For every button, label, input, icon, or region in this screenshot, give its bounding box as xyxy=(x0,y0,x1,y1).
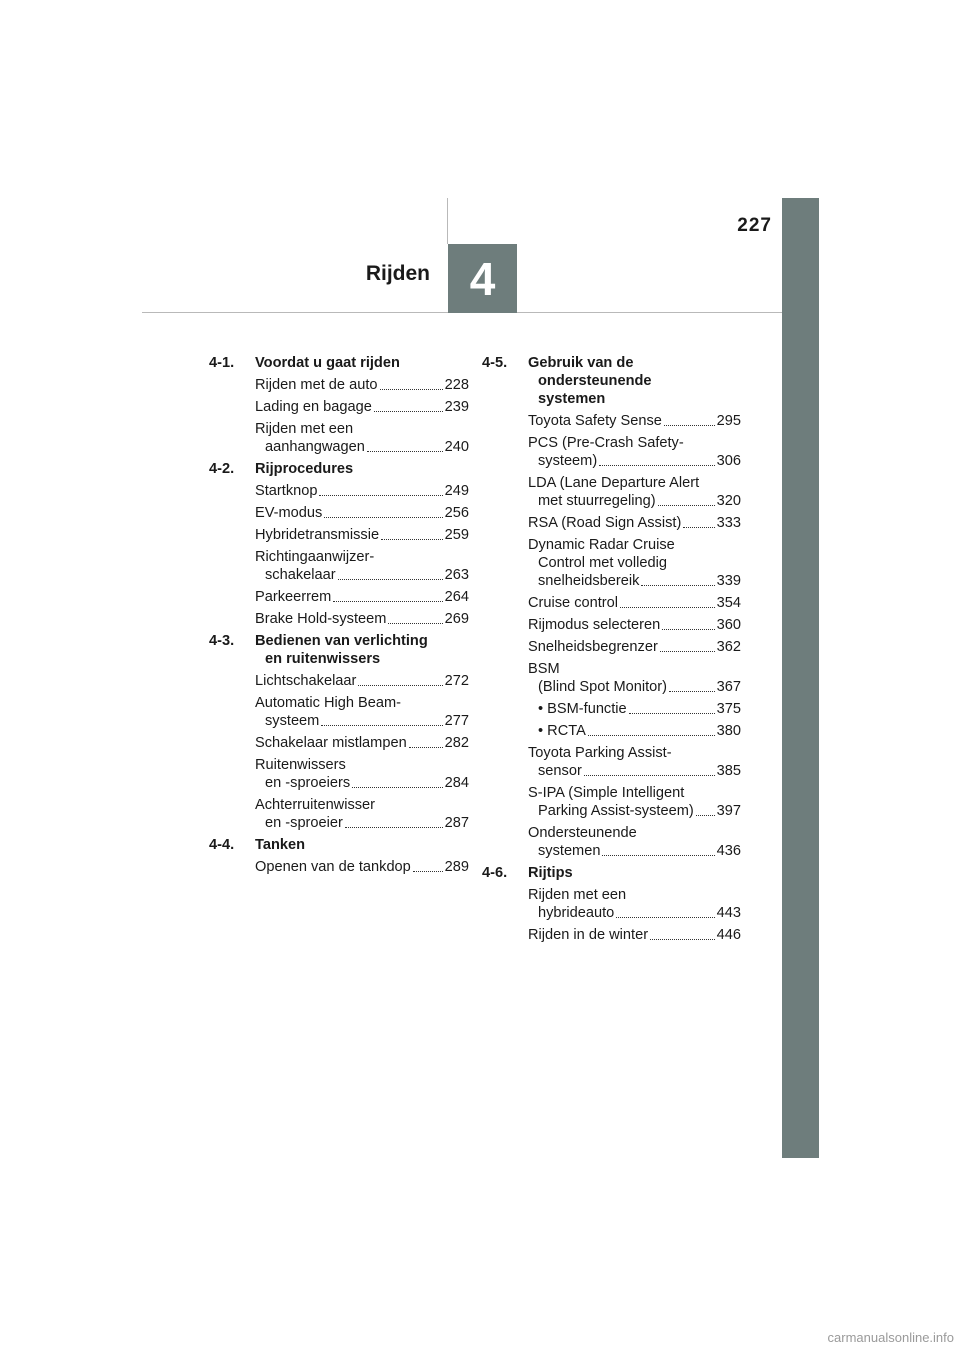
toc-entry[interactable] xyxy=(255,398,469,416)
entry-title-line: Achterruitenwisser xyxy=(255,797,376,813)
toc-entry[interactable] xyxy=(255,694,469,730)
toc-entry[interactable] xyxy=(528,514,741,532)
entry-last-line xyxy=(528,762,741,780)
entry-page-number: 264 xyxy=(444,589,469,605)
entry-title-line: Rijmodus selecteren xyxy=(528,617,661,633)
toc-entry[interactable] xyxy=(528,412,741,430)
toc-entry[interactable] xyxy=(528,824,741,860)
entry-last-line xyxy=(528,616,741,634)
section-heading xyxy=(209,354,469,372)
entry-last-line xyxy=(528,594,741,612)
toc-entry[interactable] xyxy=(528,784,741,820)
entry-title-line: Rijden met de auto xyxy=(255,377,378,393)
toc-entry[interactable] xyxy=(255,482,469,500)
toc-entry[interactable] xyxy=(528,700,741,718)
leader-dots xyxy=(669,691,715,692)
leader-dots xyxy=(620,607,715,608)
entry-page-number: 375 xyxy=(716,701,741,717)
section-title xyxy=(255,354,469,372)
section-title-line: Rijtips xyxy=(528,865,573,881)
toc-entry[interactable] xyxy=(528,744,741,780)
section-title xyxy=(255,632,469,668)
entry-last-line xyxy=(255,774,469,792)
toc-entry[interactable] xyxy=(255,734,469,752)
leader-dots xyxy=(664,425,715,426)
entry-title-line: Control met volledig xyxy=(538,555,667,571)
entry-page-number: 333 xyxy=(716,515,741,531)
entry-title-line: Rijden in de winter xyxy=(528,927,649,943)
entry-page-number: 446 xyxy=(716,927,741,943)
toc-entry[interactable] xyxy=(255,756,469,792)
entry-title-line: Dynamic Radar Cruise xyxy=(528,537,675,553)
entry-title-line: Richtingaanwijzer- xyxy=(255,549,375,565)
toc-entry[interactable] xyxy=(528,660,741,696)
leader-dots xyxy=(321,725,442,726)
leader-dots xyxy=(629,713,715,714)
header-vertical-rule xyxy=(447,198,448,244)
toc-entry[interactable] xyxy=(528,886,741,922)
entry-page-number: 272 xyxy=(444,673,469,689)
entry-last-line xyxy=(255,504,469,522)
leader-dots xyxy=(319,495,442,496)
section-heading xyxy=(209,632,469,668)
entry-last-line xyxy=(528,492,741,510)
leader-dots xyxy=(650,939,715,940)
toc-entry[interactable] xyxy=(255,420,469,456)
section-heading xyxy=(209,460,469,478)
section-number: 4-1. xyxy=(209,355,235,371)
toc-entry[interactable] xyxy=(255,610,469,628)
toc-entry[interactable] xyxy=(528,434,741,470)
toc-entry[interactable] xyxy=(255,376,469,394)
section-number: 4-4. xyxy=(209,837,235,853)
entry-title-line: schakelaar xyxy=(265,567,336,583)
entry-title-line: met stuurregeling) xyxy=(538,493,656,509)
section-title xyxy=(255,836,469,854)
toc-section xyxy=(209,460,469,628)
chapter-number-box xyxy=(448,244,517,313)
entry-page-number: 289 xyxy=(444,859,469,875)
entry-page-number: 287 xyxy=(444,815,469,831)
leader-dots xyxy=(662,629,714,630)
section-title-line: systemen xyxy=(538,391,606,407)
entry-title-line: Startknop xyxy=(255,483,318,499)
entry-last-line xyxy=(255,376,469,394)
page-number: 227 xyxy=(737,215,772,236)
entry-last-line xyxy=(528,412,741,430)
leader-dots xyxy=(602,855,714,856)
toc-entry[interactable] xyxy=(528,926,741,944)
entry-last-line xyxy=(255,610,469,628)
entry-page-number: 360 xyxy=(716,617,741,633)
toc-column-right xyxy=(482,354,741,948)
leader-dots xyxy=(345,827,443,828)
section-number: 4-5. xyxy=(482,355,508,371)
leader-dots xyxy=(641,585,714,586)
entry-title-line: (Blind Spot Monitor) xyxy=(538,679,667,695)
toc-entry[interactable] xyxy=(255,504,469,522)
entry-last-line xyxy=(255,814,469,832)
entry-title-line: en -sproeiers xyxy=(265,775,351,791)
leader-dots xyxy=(367,451,443,452)
entry-page-number: 362 xyxy=(716,639,741,655)
entry-last-line xyxy=(255,712,469,730)
entry-title-line: Cruise control xyxy=(528,595,619,611)
entry-last-line xyxy=(255,858,469,876)
section-heading xyxy=(209,836,469,854)
entry-page-number: 282 xyxy=(444,735,469,751)
entry-title-line: hybrideauto xyxy=(538,905,615,921)
entry-title-line: Lichtschakelaar xyxy=(255,673,357,689)
leader-dots xyxy=(338,579,443,580)
entry-title-line: Parking Assist-systeem) xyxy=(538,803,694,819)
entry-title-line: Parkeerrem xyxy=(255,589,332,605)
entry-page-number: 320 xyxy=(716,493,741,509)
section-heading xyxy=(482,354,741,408)
entry-page-number: 367 xyxy=(716,679,741,695)
entry-last-line xyxy=(255,672,469,690)
leader-dots xyxy=(658,505,715,506)
section-number: 4-6. xyxy=(482,865,508,881)
entry-page-number: 354 xyxy=(716,595,741,611)
toc-entry[interactable] xyxy=(528,536,741,590)
entry-last-line xyxy=(528,904,741,922)
section-heading xyxy=(482,864,741,882)
leader-dots xyxy=(599,465,714,466)
entry-page-number: 228 xyxy=(444,377,469,393)
entry-last-line xyxy=(255,566,469,584)
toc-entry[interactable] xyxy=(255,858,469,876)
toc-section xyxy=(482,354,741,860)
entry-title-line: PCS (Pre-Crash Safety- xyxy=(528,435,684,451)
toc-column-left xyxy=(209,354,469,880)
section-title xyxy=(528,354,741,408)
entry-last-line xyxy=(255,526,469,544)
entry-page-number: 295 xyxy=(716,413,741,429)
entry-last-line xyxy=(528,572,741,590)
entry-title-line: Rijden met een xyxy=(255,421,354,437)
section-title-line: en ruitenwissers xyxy=(265,651,381,667)
section-title-line: Gebruik van de xyxy=(528,355,634,371)
toc-section xyxy=(209,836,469,876)
leader-dots xyxy=(588,735,715,736)
leader-dots xyxy=(352,787,442,788)
section-title-line: ondersteunende xyxy=(538,373,652,389)
entry-title-line: Rijden met een xyxy=(528,887,627,903)
entry-last-line xyxy=(255,734,469,752)
entry-page-number: 443 xyxy=(716,905,741,921)
entry-title-line: EV-modus xyxy=(255,505,323,521)
section-title-line: Voordat u gaat rijden xyxy=(255,355,400,371)
entry-title-line: • BSM-functie xyxy=(538,701,627,717)
toc-entry[interactable] xyxy=(255,672,469,690)
entry-title-line: Schakelaar mistlampen xyxy=(255,735,407,751)
entry-page-number: 436 xyxy=(716,843,741,859)
entry-last-line xyxy=(528,722,741,740)
entry-page-number: 240 xyxy=(444,439,469,455)
entry-title-line: Openen van de tankdop xyxy=(255,859,411,875)
toc-entry[interactable] xyxy=(528,616,741,634)
footer-watermark: carmanualsonline.info xyxy=(827,1330,954,1345)
entry-last-line xyxy=(528,638,741,656)
leader-dots xyxy=(374,411,443,412)
toc-entry[interactable] xyxy=(528,638,741,656)
entry-title-line: snelheidsbereik xyxy=(538,573,640,589)
leader-dots xyxy=(324,517,442,518)
leader-dots xyxy=(333,601,442,602)
leader-dots xyxy=(413,871,443,872)
entry-last-line xyxy=(255,588,469,606)
leader-dots xyxy=(380,389,443,390)
entry-page-number: 239 xyxy=(444,399,469,415)
entry-page-number: 277 xyxy=(444,713,469,729)
entry-title-line: BSM xyxy=(528,661,560,677)
entry-title-line: S-IPA (Simple Intelligent xyxy=(528,785,685,801)
entry-page-number: 397 xyxy=(716,803,741,819)
entry-last-line xyxy=(528,842,741,860)
toc-entry[interactable] xyxy=(255,548,469,584)
toc-entry[interactable] xyxy=(528,594,741,612)
entry-title-line: Lading en bagage xyxy=(255,399,372,415)
entry-last-line xyxy=(255,482,469,500)
entry-page-number: 339 xyxy=(716,573,741,589)
leader-dots xyxy=(696,815,715,816)
section-number: 4-2. xyxy=(209,461,235,477)
entry-last-line xyxy=(528,926,741,944)
leader-dots xyxy=(381,539,443,540)
entry-title-line: systeem) xyxy=(538,453,598,469)
entry-last-line xyxy=(528,802,741,820)
entry-page-number: 269 xyxy=(444,611,469,627)
section-title-line: Rijprocedures xyxy=(255,461,354,477)
leader-dots xyxy=(388,623,442,624)
entry-title-line: LDA (Lane Departure Alert xyxy=(528,475,700,491)
entry-page-number: 380 xyxy=(716,723,741,739)
entry-title-line: • RCTA xyxy=(538,723,586,739)
entry-page-number: 259 xyxy=(444,527,469,543)
section-title-line: Tanken xyxy=(255,837,306,853)
entry-title-line: Ruitenwissers xyxy=(255,757,346,773)
toc-section xyxy=(482,864,741,944)
entry-page-number: 385 xyxy=(716,763,741,779)
entry-title-line: Snelheidsbegrenzer xyxy=(528,639,658,655)
toc-entry[interactable] xyxy=(255,588,469,606)
entry-last-line xyxy=(255,398,469,416)
leader-dots xyxy=(358,685,442,686)
toc-entry[interactable] xyxy=(255,796,469,832)
toc-entry[interactable] xyxy=(528,474,741,510)
entry-title-line: Brake Hold-systeem xyxy=(255,611,387,627)
section-title xyxy=(528,864,741,882)
entry-page-number: 306 xyxy=(716,453,741,469)
entry-title-line: Toyota Safety Sense xyxy=(528,413,662,429)
toc-section xyxy=(209,632,469,832)
section-title xyxy=(255,460,469,478)
entry-title-line: systemen xyxy=(538,843,601,859)
section-number: 4-3. xyxy=(209,633,235,649)
toc-section xyxy=(209,354,469,456)
entry-page-number: 249 xyxy=(444,483,469,499)
leader-dots xyxy=(683,527,714,528)
entry-title-line: Ondersteunende xyxy=(528,825,637,841)
toc-entry[interactable] xyxy=(255,526,469,544)
entry-title-line: aanhangwagen xyxy=(265,439,365,455)
entry-last-line xyxy=(255,438,469,456)
toc-entry[interactable] xyxy=(528,722,741,740)
chapter-title: Rijden xyxy=(365,262,430,285)
entry-last-line xyxy=(528,452,741,470)
entry-title-line: systeem xyxy=(265,713,320,729)
entry-last-line xyxy=(528,514,741,532)
entry-title-line: sensor xyxy=(538,763,582,779)
chapter-number: 4 xyxy=(469,252,496,305)
leader-dots xyxy=(616,917,714,918)
leader-dots xyxy=(660,651,715,652)
entry-title-line: en -sproeier xyxy=(265,815,343,831)
leader-dots xyxy=(584,775,715,776)
entry-last-line xyxy=(528,678,741,696)
entry-title-line: Hybridetransmissie xyxy=(255,527,380,543)
leader-dots xyxy=(409,747,443,748)
entry-page-number: 284 xyxy=(444,775,469,791)
entry-page-number: 263 xyxy=(444,567,469,583)
entry-last-line xyxy=(528,700,741,718)
entry-title-line: Automatic High Beam- xyxy=(255,695,401,711)
entry-title-line: Toyota Parking Assist- xyxy=(528,745,672,761)
entry-title-line: RSA (Road Sign Assist) xyxy=(528,515,682,531)
chapter-side-tab xyxy=(782,198,819,1158)
section-title-line: Bedienen van verlichting xyxy=(255,633,428,649)
entry-page-number: 256 xyxy=(444,505,469,521)
